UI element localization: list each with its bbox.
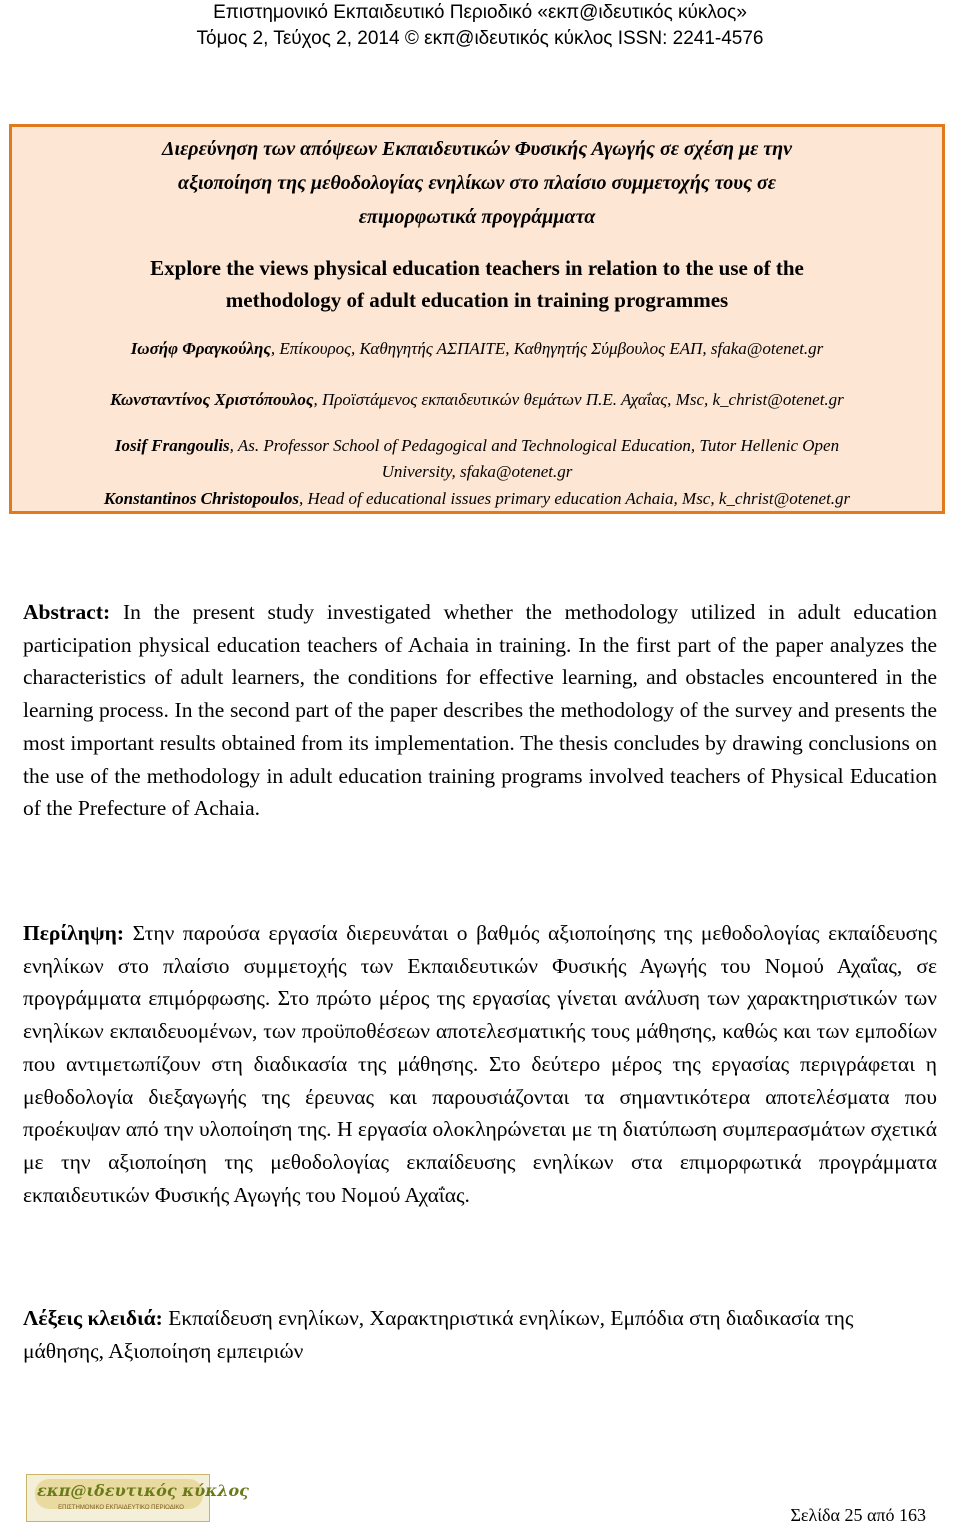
- title-box: [9, 124, 945, 514]
- logo-text: εκπ@ιδευτικός κύκλος: [37, 1481, 249, 1500]
- journal-issue-info: Τόμος 2, Τεύχος 2, 2014 © εκπ@ιδευτικός κύκλος ISSN: 2241-4576: [196, 28, 764, 49]
- author-details: , Επίκουρος, Καθηγητής ΑΣΠΑΙΤΕ, Καθηγητής Σύμβουλος ΕΑΠ, sfaka@otenet.gr: [270, 339, 824, 358]
- perilipsi-text: Στην παρούσα εργασία διερευνάται ο βαθμός αξιοποίησης της μεθοδολογίας εκπαίδευσης ενηλίκων στο πλαίσιο συμμετοχής των Εκπαιδευτικών Φυσικής Αγωγής του Νομού Αχαΐας, σε προγράμματα επιμόρφωσης. Στο πρώτο μέρος της εργασίας γίνεται ανάλυση των χαρακτηριστικών των ενηλίκων εκπαιδευομένων, των προϋποθέσεων αποτελεσματικής τους μάθησης, καθώς και των εμποδίων που αντιμετωπίζουν στη διαδικασία της μάθησης. Στο δεύτερο μέρος της εργασίας περιγράφεται η μεθοδολογία διεξαγωγής της έρευνας και παρουσιάζονται τα σημαντικότερα αποτελέσματα που προέκυψαν από την υλοποίηση της. Η εργασία ολοκληρώνεται με τη διατύπωση συμπερασμάτων σχετικά με την αξιοποίηση της μεθοδολογίας εκπαίδευσης ενηλίκων στα επιμορφωτικά προγράμματα εκπαιδευτικών Φυσικής Αγωγής του Νομού Αχαΐας.: [23, 921, 938, 1207]
- greek-title-line: επιμορφωτικά προγράμματα: [358, 206, 596, 228]
- author-line: [12, 487, 942, 511]
- author-details: , As. Professor School of Pedagogical and Technological Education, Tutor Hellenic Open: [229, 436, 840, 455]
- abstract-text: In the present study investigated whether the methodology utilized in adult education participation physical education teachers of Achaia in training. In the first part of the paper analyzes the characteristics of adult learners, the conditions for effective learning, and obstacles encountered in the learning process. In the second part of the paper describes the methodology of the survey and presents the most important results obtained from its implementation. The thesis concludes by drawing conclusions on the use of the methodology in adult education training programs involved teachers of Physical Education of the Prefecture of Achaia.: [23, 600, 937, 821]
- journal-name: Επιστημονικό Εκπαιδευτικό Περιοδικό «εκπ@ιδευτικός κύκλος»: [213, 2, 747, 23]
- author-name: Iosif Frangoulis: [114, 436, 230, 455]
- author-name: Konstantinos Christopoulos: [103, 489, 299, 508]
- keywords-label: Λέξεις κλειδιά:: [23, 1306, 163, 1330]
- keywords-paragraph: [23, 1302, 863, 1367]
- logo-subtext: ΕΠΙΣΤΗΜΟΝΙΚΟ ΕΚΠΑΙΔΕΥΤΙΚΟ ΠΕΡΙΟΔΙΚΟ: [58, 1505, 184, 1511]
- abstract-paragraph: [23, 596, 937, 825]
- journal-logo: [26, 1474, 249, 1522]
- author-line: [12, 337, 942, 361]
- author-line: [12, 388, 942, 412]
- author-details: , Head of educational issues primary education Achaia, Msc, k_christ@otenet.gr: [298, 489, 851, 508]
- author-line-continuation: University, sfaka@otenet.gr: [381, 462, 573, 481]
- author-line: [12, 434, 942, 458]
- page-number: Σελίδα 25 από 163: [790, 1505, 926, 1525]
- author-name: Κωνσταντίνος Χριστόπουλος: [110, 390, 314, 409]
- english-title-line: Explore the views physical education teachers in relation to the use of the: [150, 256, 804, 280]
- greek-title-line: Διερεύνηση των απόψεων Εκπαιδευτικών Φυσικής Αγωγής σε σχέση με την: [161, 138, 793, 160]
- english-title-line: methodology of adult education in training programmes: [225, 288, 729, 312]
- greek-title-line: αξιοποίηση της μεθοδολογίας ενηλίκων στο πλαίσιο συμμετοχής τους σε: [178, 172, 776, 194]
- abstract-label: Abstract:: [23, 600, 111, 624]
- perilipsi-paragraph: [23, 917, 937, 1211]
- author-name: Ιωσήφ Φραγκούλης: [130, 339, 271, 358]
- keywords-text: Εκπαίδευση ενηλίκων, Χαρακτηριστικά ενηλίκων, Εμπόδια στη διαδικασία της μάθησης, Αξιοποίηση εμπειριών: [23, 1306, 854, 1363]
- author-details: , Προϊστάμενος εκπαιδευτικών θεμάτων Π.Ε. Αχαΐας, Msc, k_christ@otenet.gr: [313, 390, 844, 409]
- perilipsi-label: Περίληψη:: [23, 921, 125, 945]
